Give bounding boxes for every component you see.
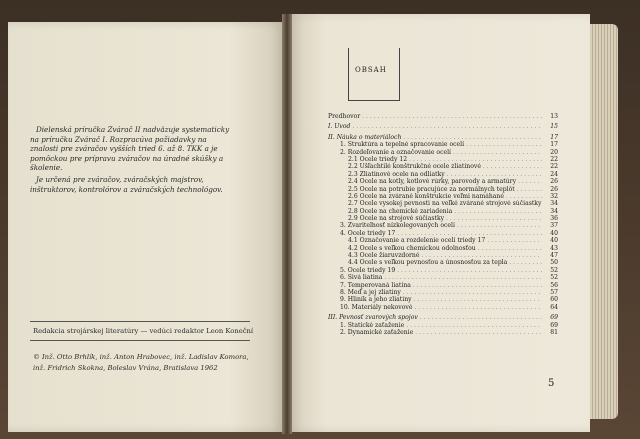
toc-entry-title: 8. Meď a jej zliatiny . . . bbox=[340, 289, 542, 296]
toc-entry-page: 13 bbox=[550, 113, 558, 120]
toc-entry-page: 56 bbox=[550, 281, 558, 289]
toc-entry bbox=[328, 149, 558, 156]
toc-entry-title: 4.1 Označovanie a rozdelenie ocelí triedy 17 . . . bbox=[348, 237, 542, 244]
toc-entry-page: 22 bbox=[550, 155, 558, 163]
toc-entry bbox=[328, 178, 558, 185]
toc-entry-page: 52 bbox=[550, 266, 558, 274]
toc-entry-page: 26 bbox=[550, 185, 558, 193]
toc-entry-page: 69 bbox=[550, 321, 558, 329]
toc-entry bbox=[328, 322, 558, 329]
toc-entry bbox=[328, 282, 558, 289]
toc-entry bbox=[328, 267, 558, 274]
toc-entry bbox=[328, 289, 558, 296]
toc-entry bbox=[328, 215, 558, 222]
colophon-paragraph: Je určená pre zváračov, zváračských majstrov, inštruktorov, kontrolórov a zváračských technológov. bbox=[30, 174, 223, 194]
toc-entry-page: 20 bbox=[550, 148, 558, 156]
toc-entry-title: 1. Statické zaťaženie . . . bbox=[340, 322, 542, 329]
toc-entry-page: 17 bbox=[550, 141, 558, 149]
toc-entry-page: 69 bbox=[550, 314, 558, 322]
toc-entry bbox=[328, 171, 558, 178]
toc-entry-page: 57 bbox=[550, 288, 558, 296]
page-number: 5 bbox=[548, 378, 555, 389]
toc-entry-title: Predhovor . . . bbox=[328, 113, 542, 120]
toc-entry-title: 1. Štruktúra a tepelné spracovanie ocelí . . . bbox=[340, 141, 542, 148]
toc-entry bbox=[328, 208, 558, 215]
toc-entry bbox=[328, 113, 558, 120]
toc-entry-page: 47 bbox=[550, 252, 558, 260]
toc-entry-title: 4.2 Ocele s veľkou chemickou odolnosťou . . . bbox=[348, 245, 542, 252]
toc-entry-page: 64 bbox=[550, 303, 558, 311]
toc-entry-page: 17 bbox=[550, 133, 558, 141]
heading-frame bbox=[348, 48, 400, 101]
toc-entry-title: 2.3 Zliatinové ocele na odliatky . . . bbox=[348, 171, 542, 178]
toc-entry-title: 2. Dynamické zaťaženie . . . bbox=[340, 329, 542, 336]
toc-entry-page: 40 bbox=[550, 237, 558, 245]
toc-entry-title: III. Pevnosť zvarových spojov . . . bbox=[328, 314, 542, 321]
toc-entry bbox=[328, 123, 558, 130]
toc-entry-title: 10. Materiály nekovové . . . bbox=[340, 304, 542, 311]
toc-entry-page: 24 bbox=[550, 170, 558, 178]
toc-entry-page: 50 bbox=[550, 259, 558, 267]
toc-entry-page: 22 bbox=[550, 163, 558, 171]
toc-entry bbox=[328, 296, 558, 303]
toc-entry bbox=[328, 252, 558, 259]
toc-entry-page: 34 bbox=[550, 200, 558, 208]
toc-heading: OBSAH bbox=[355, 66, 387, 74]
toc-entry-title: 2.6 Ocele na zvárané konštrukcie veľmi namáhané . . . bbox=[348, 193, 542, 200]
toc-entry-page: 15 bbox=[550, 123, 558, 131]
table-of-contents bbox=[328, 113, 558, 336]
page-edges bbox=[590, 24, 618, 419]
toc-entry bbox=[328, 259, 558, 266]
toc-entry-page: 52 bbox=[550, 274, 558, 282]
colophon-paragraph: Dielenská príručka Zvárač II nadväzuje systematicky na príručku Zvárač I. Rozpracúva požiadavky na znalosti pre zváračov vyšších tried 6. až 8. TKK a je pomôckou pre prípravu zváračov na úradné skúšky a školenie. bbox=[30, 125, 230, 173]
toc-entry-title: 2.4 Ocele na kotly, kotlové rúrky, parovody a armatúry . . . bbox=[348, 178, 542, 185]
toc-entry bbox=[328, 314, 558, 321]
toc-entry bbox=[328, 230, 558, 237]
toc-entry-page: 43 bbox=[550, 244, 558, 252]
toc-entry-title: 2. Rozdeľovanie a označovanie ocelí . . . bbox=[340, 149, 542, 156]
colophon-text bbox=[30, 125, 230, 196]
toc-entry-page: 36 bbox=[550, 215, 558, 223]
toc-entry-title: 2.7 Ocele vysokej pevnosti na veľké zvárané strojové súčiastky . . . bbox=[348, 200, 542, 207]
toc-entry bbox=[328, 304, 558, 311]
toc-entry-title: 2.2 Ušľachtilé konštrukčné ocele zliatinové . . . bbox=[348, 163, 542, 170]
toc-entry-title: 9. Hliník a jeho zliatiny . . . bbox=[340, 296, 542, 303]
toc-entry bbox=[328, 156, 558, 163]
toc-entry-page: 34 bbox=[550, 207, 558, 215]
book-gutter bbox=[282, 14, 292, 434]
toc-entry-title: 2.1 Ocele triedy 12 . . . bbox=[348, 156, 542, 163]
toc-entry-title: 4.3 Ocele žiaruvzdorné . . . bbox=[348, 252, 542, 259]
toc-entry bbox=[328, 193, 558, 200]
toc-entry bbox=[328, 200, 558, 207]
toc-entry bbox=[328, 186, 558, 193]
toc-entry-page: 40 bbox=[550, 229, 558, 237]
toc-entry-title: 2.8 Ocele na chemické zariadenia . . . bbox=[348, 208, 542, 215]
toc-entry-page: 81 bbox=[550, 328, 558, 336]
toc-entry-title: 5. Ocele triedy 19 . . . bbox=[340, 267, 542, 274]
toc-entry bbox=[328, 134, 558, 141]
copyright-notice: © Inž. Otto Brhlík, inž. Anton Hrabovec, inž. Ladislav Komora, inž. Fridrich Skokna, Boleslav Vrána, Bratislava 1962 bbox=[33, 353, 249, 372]
toc-entry-page: 37 bbox=[550, 222, 558, 230]
divider-line bbox=[30, 340, 250, 341]
toc-entry bbox=[328, 237, 558, 244]
toc-entry bbox=[328, 222, 558, 229]
divider-line bbox=[30, 321, 250, 322]
toc-entry-title: 2.5 Ocele na potrubie pracujúce za normálnych teplôt . . . bbox=[348, 186, 542, 193]
toc-entry-title: 6. Sivá liatina . . . bbox=[340, 274, 542, 281]
toc-entry bbox=[328, 274, 558, 281]
toc-entry-title: II. Náuka o materiáloch . . . bbox=[328, 134, 542, 141]
editor-line: Redakcia strojárskej literatúry — vedúci redaktor Leon Koneční bbox=[33, 327, 254, 335]
toc-entry-page: 26 bbox=[550, 178, 558, 186]
toc-entry-title: 2.9 Ocele na strojové súčiastky . . . bbox=[348, 215, 542, 222]
toc-entry-title: 4. Ocele triedy 17 . . . bbox=[340, 230, 542, 237]
toc-entry bbox=[328, 163, 558, 170]
toc-entry-title: 3. Zvariteľnosť nízkolegovaných ocelí . . . bbox=[340, 222, 542, 229]
toc-entry bbox=[328, 329, 558, 336]
toc-entry bbox=[328, 245, 558, 252]
toc-entry-title: 4.4 Ocele s veľkou pevnosťou a únosnosťou za tepla . . . bbox=[348, 259, 542, 266]
toc-entry-title: 7. Temperovaná liatina . . . bbox=[340, 282, 542, 289]
toc-entry-title: I. Úvod . . . bbox=[328, 123, 542, 130]
toc-entry bbox=[328, 141, 558, 148]
toc-entry-page: 32 bbox=[550, 192, 558, 200]
toc-entry-page: 60 bbox=[550, 296, 558, 304]
